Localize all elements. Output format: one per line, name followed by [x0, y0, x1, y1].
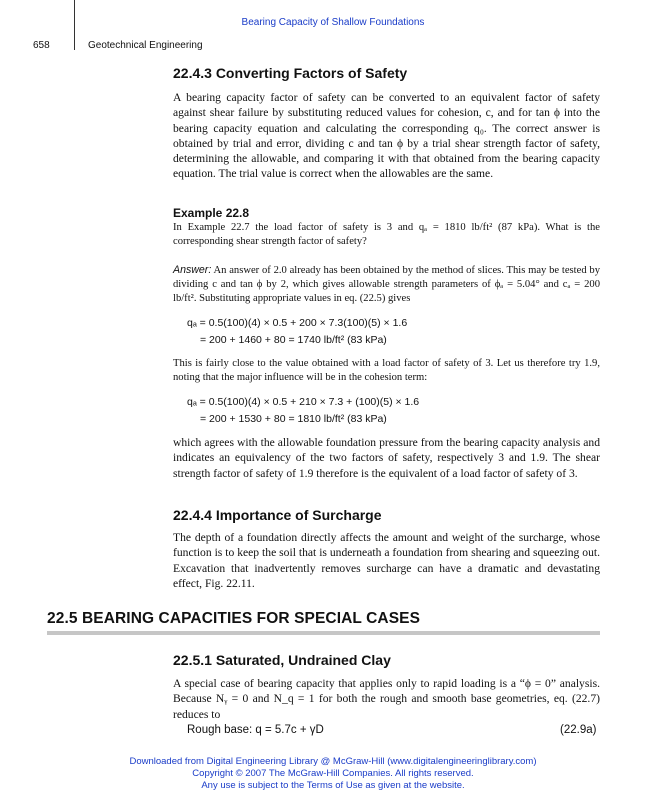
footer-copyright: Copyright © 2007 The McGraw-Hill Companies. All rights reserved. — [192, 768, 474, 779]
paragraph-converting-factors: A bearing capacity factor of safety can be converted to an equivalent factor of safety against shear failure by substituting reduced values for cohesion, c, and for tan ϕ into the bearing capacity equation and calculating the corresponding q₀. The correct answer is obtained by trial and error, dividing c and tan ϕ by a trial shear strength factor of safety, determining the allowable, and comparing it with that obtained from the bearing capacity equation. The trial value is correct when the allowables are the same. — [173, 91, 600, 181]
example-label: Example 22.8 — [173, 206, 250, 220]
paragraph-undrained-clay: A special case of bearing capacity that applies only to rapid loading is a “ϕ = 0” analysis. Because Nᵧ = 0 and N_q = 1 for both the rough and smooth base geometries, eq. (22.7) reduces to — [173, 677, 600, 721]
example-conclusion: which agrees with the allowable foundation pressure from the bearing capacity analysis and indicates an equivalency of the two factors of safety, respectively 3 and 1.9. The shear strength factor of safety of 1.9 therefore is the equivalent of a load factor of safety of 3. — [173, 436, 600, 480]
equation-2-line-1: qₐ = 0.5(100)(4) × 0.5 + 210 × 7.3 + (100)(5) × 1.6 — [187, 396, 420, 408]
paragraph-surcharge: The depth of a foundation directly affects the amount and weight of the surcharge, whose function is to keep the soil that is underneath a foundation from shearing and squeezing out. Excavation that inadvertently removes surcharge can have a dramatic and devastating effect, Fig. 22.11. — [173, 531, 600, 590]
example-trial-text: This is fairly close to the value obtained with a load factor of safety of 3. Let us therefore try 1.9, noting that the major influence will be in the cohesion term: — [173, 358, 600, 383]
footer-terms: Any use is subject to the Terms of Use as given at the website. — [201, 780, 465, 791]
example-question: In Example 22.7 the load factor of safety is 3 and qₐ = 1810 lb/ft² (87 kPa). What is the corresponding shear strength factor of safety? — [173, 222, 600, 247]
equation-2-line-2: = 200 + 1530 + 80 = 1810 lb/ft² (83 kPa) — [200, 413, 387, 425]
example-answer — [173, 263, 600, 306]
footer-download-link[interactable]: Downloaded from Digital Engineering Library @ McGraw-Hill (www.digitalengineeringlibrary.com) — [129, 756, 537, 767]
answer-text: An answer of 2.0 already has been obtained by the method of slices. This may be tested by dividing c and tan ϕ by 2, which gives allowable strength parameters of ϕₐ = 5.04° and cₐ = 200 lb/ft². Substituting appropriate values in eq. (22.5) gives — [173, 265, 600, 304]
section-heading-22-5-1: 22.5.1 Saturated, Undrained Clay — [173, 652, 391, 668]
answer-label: Answer: — [173, 264, 212, 276]
book-title: Geotechnical Engineering — [88, 40, 203, 51]
section-heading-22-5: 22.5 BEARING CAPACITIES FOR SPECIAL CASES — [47, 610, 421, 627]
equation-1-line-2: = 200 + 1460 + 80 = 1740 lb/ft² (83 kPa) — [200, 334, 387, 346]
running-title: Bearing Capacity of Shallow Foundations — [241, 17, 425, 28]
section-rule — [47, 631, 600, 635]
equation-1-line-1: qₐ = 0.5(100)(4) × 0.5 + 200 × 7.3(100)(5) × 1.6 — [187, 317, 408, 329]
page-number: 658 — [33, 40, 50, 51]
section-heading-22-4-3: 22.4.3 Converting Factors of Safety — [173, 65, 408, 81]
equation-rough-base: Rough base: q = 5.7c + γD — [187, 724, 324, 736]
equation-number: (22.9a) — [560, 724, 597, 736]
section-heading-22-4-4: 22.4.4 Importance of Surcharge — [173, 507, 382, 523]
